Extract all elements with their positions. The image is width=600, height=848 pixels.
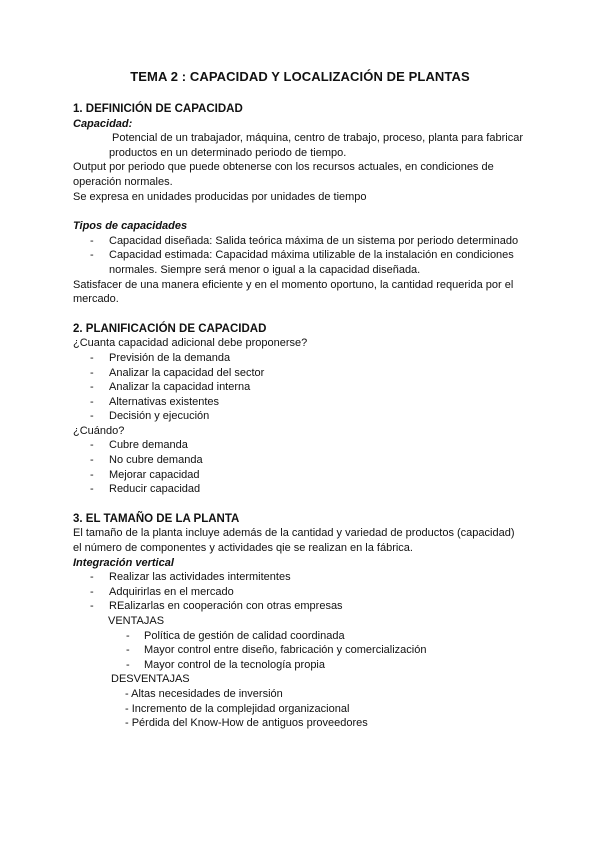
output-line-1: Output por periodo que puede obtenerse con los recursos actuales, en condiciones de <box>73 161 494 174</box>
list-item-text: Realizar las actividades intermitentes <box>109 571 291 584</box>
list-item <box>73 234 533 249</box>
list-item <box>73 643 533 658</box>
list-item <box>73 570 533 585</box>
list-item <box>73 585 533 600</box>
integration-options-list <box>73 570 533 614</box>
definition-line-2: productos en un determinado periodo de tiempo. <box>109 146 347 159</box>
disadvantages-list <box>73 687 533 731</box>
section-2-heading: 2. PLANIFICACIÓN DE CAPACIDAD <box>73 322 267 335</box>
dash-bullet: - <box>126 644 130 657</box>
list-item-text: Mayor control entre diseño, fabricación y comercialización <box>144 644 427 657</box>
list-item <box>73 482 533 497</box>
definition-line-1: Potencial de un trabajador, máquina, centro de trabajo, proceso, planta para fabricar <box>109 132 523 145</box>
vertical-integration-subheading: Integración vertical <box>73 556 174 569</box>
page-title: TEMA 2 : CAPACIDAD Y LOCALIZACIÓN DE PLANTAS <box>130 69 470 84</box>
list-item <box>73 658 533 673</box>
list-item-text: Cubre demanda <box>109 439 188 452</box>
advantages-label: VENTAJAS <box>108 615 165 627</box>
satisfy-line-1: Satisfacer de una manera eficiente y en el momento oportuno, la cantidad requerida por el <box>73 278 514 291</box>
dash-bullet: - <box>90 381 94 394</box>
types-list <box>73 234 533 278</box>
question-when: ¿Cuándo? <box>73 424 125 437</box>
list-item <box>73 395 533 410</box>
dash-bullet: - <box>90 366 94 379</box>
list-item-text: REalizarlas en cooperación con otras empresas <box>109 600 343 613</box>
plant-size-line-1: El tamaño de la planta incluye además de la cantidad y variedad de productos (capacidad) <box>73 527 515 540</box>
dash-bullet: - <box>90 351 94 364</box>
plant-size-line-2: el número de componentes y actividades qie se realizan en la fábrica. <box>73 542 413 555</box>
dash-bullet: - <box>126 658 130 671</box>
advantages-list <box>73 629 533 673</box>
list-item-text: Capacidad diseñada: Salida teórica máxima de un sistema por periodo determinado <box>109 234 519 247</box>
list-item: - Incremento de la complejidad organizacional <box>125 702 350 715</box>
list-item <box>73 248 533 277</box>
section-1-heading: 1. DEFINICIÓN DE CAPACIDAD <box>73 103 243 115</box>
list-item-text: Decisión y ejecución <box>109 410 210 423</box>
list-item-text: Mejorar capacidad <box>109 468 200 481</box>
planning-steps-list <box>73 351 533 424</box>
question-how-much: ¿Cuanta capacidad adicional debe proponerse? <box>73 337 308 350</box>
dash-bullet: - <box>90 468 94 481</box>
list-item-text: No cubre demanda <box>109 454 203 467</box>
list-item-text: Analizar la capacidad del sector <box>109 366 265 379</box>
list-item-text: Alternativas existentes <box>109 395 220 408</box>
list-item-text: Política de gestión de calidad coordinada <box>144 629 345 642</box>
dash-bullet: - <box>90 410 94 423</box>
types-subheading: Tipos de capacidades <box>73 220 188 233</box>
list-item <box>73 629 533 644</box>
list-item <box>73 380 533 395</box>
when-list <box>73 438 533 496</box>
list-item-text: Reducir capacidad <box>109 483 201 496</box>
dash-bullet: - <box>90 249 94 262</box>
list-item-text: Previsión de la demanda <box>109 351 231 364</box>
dash-bullet: - <box>90 600 94 613</box>
list-item-text: Mayor control de la tecnología propia <box>144 658 325 671</box>
express-line: Se expresa en unidades producidas por unidades de tiempo <box>73 190 367 203</box>
document-body <box>73 102 533 731</box>
dash-bullet: - <box>90 585 94 598</box>
list-item <box>73 468 533 483</box>
dash-bullet: - <box>90 395 94 408</box>
list-item-text: Analizar la capacidad interna <box>109 381 251 394</box>
output-line-2: operación normales. <box>73 175 173 188</box>
dash-bullet: - <box>126 629 130 642</box>
list-item-text-continued: normales. Siempre será menor o igual a la capacidad diseñada. <box>109 263 421 276</box>
list-item: - Pérdida del Know-How de antiguos proveedores <box>125 717 368 730</box>
disadvantages-label: DESVENTAJAS <box>111 673 190 686</box>
dash-bullet: - <box>90 571 94 584</box>
dash-bullet: - <box>90 454 94 467</box>
satisfy-line-2: mercado. <box>73 293 119 306</box>
capacity-subheading: Capacidad: <box>73 117 133 130</box>
section-3-heading: 3. EL TAMAÑO DE LA PLANTA <box>73 512 240 525</box>
dash-bullet: - <box>90 234 94 247</box>
list-item-text: Capacidad estimada: Capacidad máxima utilizable de la instalación en condiciones <box>109 249 514 262</box>
list-item-text: Adquirirlas en el mercado <box>109 585 234 598</box>
list-item <box>73 438 533 453</box>
list-item <box>73 351 533 366</box>
list-item: - Altas necesidades de inversión <box>125 687 283 700</box>
list-item <box>73 599 533 614</box>
list-item <box>73 409 533 424</box>
dash-bullet: - <box>90 483 94 496</box>
dash-bullet: - <box>90 439 94 452</box>
list-item <box>73 453 533 468</box>
list-item <box>73 366 533 381</box>
